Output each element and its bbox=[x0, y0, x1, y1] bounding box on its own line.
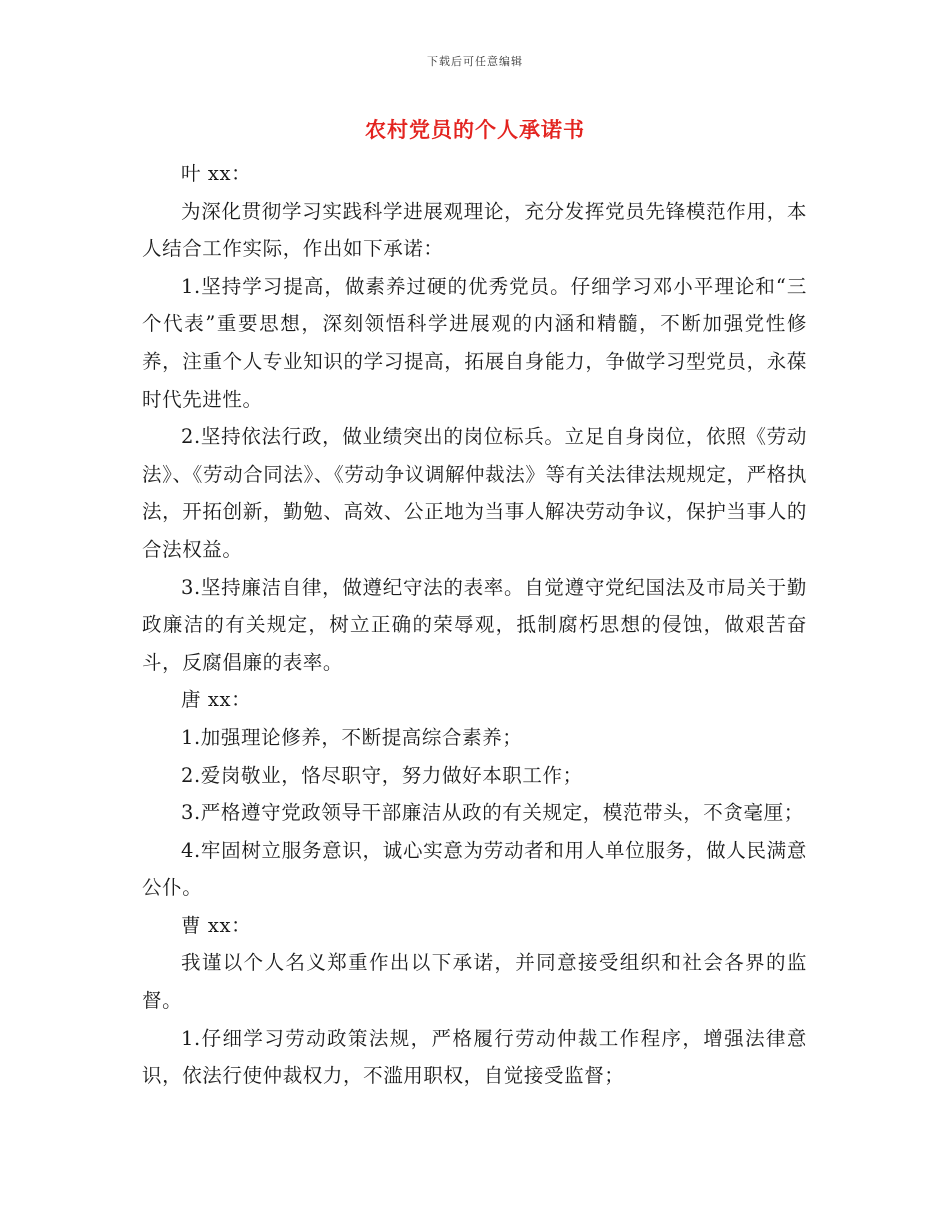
paragraph-salutation-cao: 曹 xx： bbox=[181, 913, 252, 937]
document-body bbox=[142, 155, 807, 1095]
paragraph: 1.仔细学习劳动政策法规，严格履行劳动仲裁工作程序，增强法律意识，依法行使仲裁权力，不滥用职权，自觉接受监督； bbox=[142, 1026, 807, 1088]
paragraph: 我谨以个人名义郑重作出以下承诺，并同意接受组织和社会各界的监督。 bbox=[142, 951, 807, 1013]
document-title: 农村党员的个人承诺书 bbox=[365, 117, 585, 142]
paragraph: 1.加强理论修养，不断提高综合素养； bbox=[181, 725, 523, 749]
paragraph: 3.坚持廉洁自律，做遵纪守法的表率。自觉遵守党纪国法及市局关于勤政廉洁的有关规定，树立正确的荣辱观，抵制腐朽思想的侵蚀，做艰苦奋斗，反腐倡廉的表率。 bbox=[142, 575, 807, 674]
paragraph: 1.坚持学习提高，做素养过硬的优秀党员。仔细学习邓小平理论和“三个代表”重要思想，深刻领悟科学进展观的内涵和精髓，不断加强党性修养，注重个人专业知识的学习提高，拓展自身能力，争做学习型党员，永葆时代先进性。 bbox=[142, 274, 807, 411]
paragraph-salutation-ye: 叶 xx： bbox=[181, 162, 252, 185]
paragraph: 为深化贯彻学习实践科学进展观理论，充分发挥党员先锋模范作用，本人结合工作实际，作出如下承诺： bbox=[142, 199, 807, 261]
paragraph: 2.爱岗敬业，恪尽职守，努力做好本职工作； bbox=[181, 763, 583, 787]
paragraph-salutation-tang: 唐 xx： bbox=[181, 688, 252, 712]
paragraph: 2.坚持依法行政，做业绩突出的岗位标兵。立足自身岗位，依照《劳动法》、《劳动合同法》、《劳动争议调解仲裁法》等有关法律法规规定，严格执法，开拓创新，勤勉、高效、公正地为当事人解决劳动争议，保护当事人的合法权益。 bbox=[142, 425, 807, 561]
paragraph: 4.牢固树立服务意识，诚心实意为劳动者和用人单位服务，做人民满意公仆。 bbox=[142, 838, 807, 900]
header-note: 下载后可任意编辑 bbox=[427, 55, 523, 68]
paragraph: 3.严格遵守党政领导干部廉洁从政的有关规定，模范带头，不贪毫厘； bbox=[181, 801, 804, 825]
